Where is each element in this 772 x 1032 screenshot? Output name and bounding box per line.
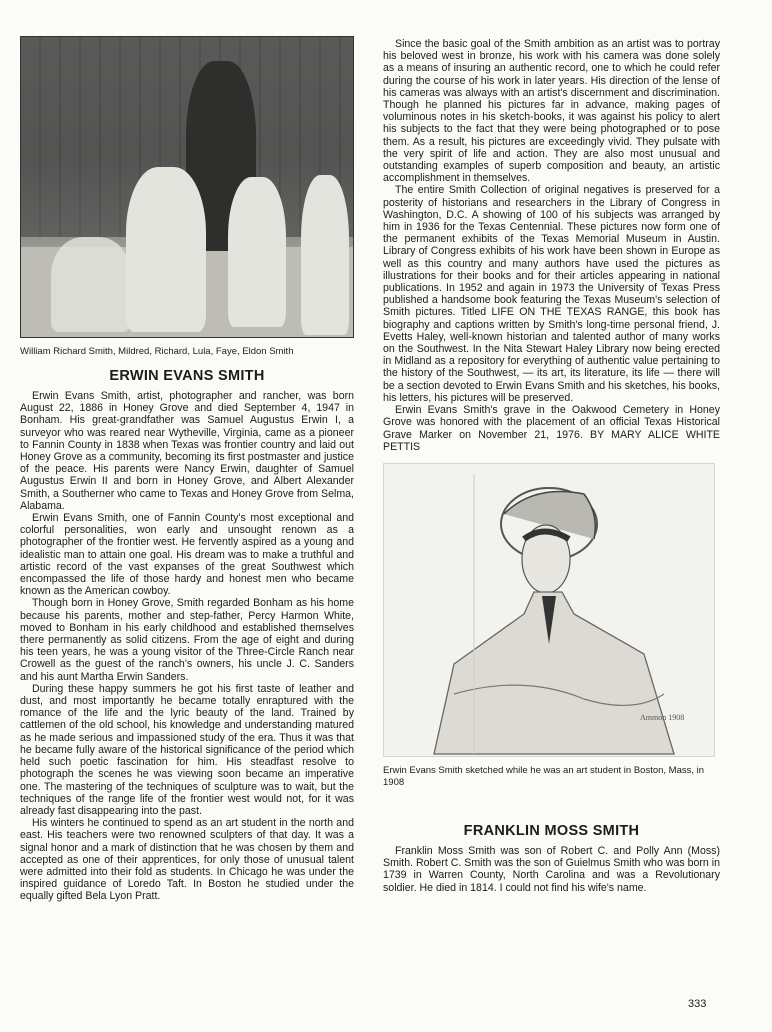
photo-figure-boy	[301, 175, 349, 335]
sketch-caption: Erwin Evans Smith sketched while he was an art student in Boston, Mass, in 1908	[383, 764, 705, 788]
photo-caption: William Richard Smith, Mildred, Richard, Lula, Faye, Eldon Smith	[20, 346, 294, 357]
page-number: 333	[688, 998, 707, 1010]
article-title-franklin: FRANKLIN MOSS SMITH	[463, 822, 640, 839]
photo-figure-woman	[126, 167, 206, 332]
photo-figure-baby-carriage	[51, 237, 131, 332]
paragraph: Since the basic goal of the Smith ambition as an artist was to portray his beloved west in bronze, his work with his camera was done solely as a means of insuring an authentic record, one to which he could refer during the course of his work in later years. His direction of the lense of his cameras was always with an artist's discernment and discrimination. Though he planned his pictures far in advance, making pages of voluminous notes in his sketch-books, it was against his policy to alert his subjects to the fact that they were being photographed or to pose them. As a result, his pictures are exceedingly vivid. They pulsate with the very spirit of life and action. They are also most unusual and outstanding examples of superb composition and beauty, an artistic accomplishment in themselves.	[383, 38, 720, 185]
paragraph: Erwin Evans Smith's grave in the Oakwood Cemetery in Honey Grove was honored with the placement of an official Texas Historical Grave Marker on November 21, 1976. BY MARY ALICE WHITE PETTIS	[383, 404, 720, 453]
paragraph: Though born in Honey Grove, Smith regarded Bonham as his home because his parents, mother and step-father, Percy Harmon White, moved to Bonham in his early childhood and established themselves there permanently as solid citizens. From the age of eight and during his teen years, he was a young visitor of the Three-Circle Ranch near Crowell as the guest of the ranch's owners, his uncle J. C. Sanders and his aunt Martha Erwin Sanders.	[20, 597, 354, 683]
paragraph: During these happy summers he got his first taste of leather and dust, and most importantly he became totally enraptured with the romance of the life and the lyric beauty of the land. Trained by cattlemen of the old school, his knowledge and understanding matured as he made serious and impassioned study of the era. Thus it was that he became fully aware of the historical significance of the period which held such poetic fascination for him. His steadfast resolve to photograph the scenes he was viewing soon became an imperative one. The mastering of the techniques of sculpture was to wait, but the techniques of the range life of the frontier west would not, for it was already fast disappearing into the past.	[20, 682, 354, 817]
paragraph: Erwin Evans Smith, one of Fannin County's most exceptional and colorful personalities, won early and unsought renown as a photographer of the frontier west. He fervently aspired as a young and idealistic man to attain one goal. His dream was to make a truthful and artistic record of the vast expanses of the great Southwest which encompassed the life of those hardy and honest men who became known as the American cowboy.	[20, 512, 354, 598]
photo-figure-girl	[228, 177, 286, 327]
article-title-erwin: ERWIN EVANS SMITH	[109, 368, 265, 384]
family-photo	[20, 36, 354, 338]
sketch-signature: Ammon 1908	[640, 712, 685, 722]
sketch-drawing	[384, 464, 714, 756]
paragraph: The entire Smith Collection of original negatives is preserved for a posterity of historians and researchers in the Library of Congress in Washington, D.C. A showing of 100 of his subjects was arranged by him in 1936 for the Texas Centennial. These pictures now form one of the permanent exhibits of the Texas Memorial Museum in Austin. Library of Congress exhibits of his work have been shown in Europe as well as this country and many authors have used the pictures as illustrations for their books and for their articles appearing in national publications. In 1952 and again in 1973 the University of Texas Press published a handsome book featuring the Texas Museum's selection of Smith pictures. Titled LIFE ON THE TEXAS RANGE, this book has biography and captions written by Smith's long-time personal friend, J. Evetts Haley, well-known historian and talented author of many works on the Southwest. In the Nita Stewart Haley Library now being erected in Midland as a repository for everything of authentic value pertaining to the history of the Southwest, — its art, its literature, its life — there will be a section devoted to Erwin Evans Smith and his sketches, his books, his letters, his pictures will be preserved.	[383, 184, 720, 404]
right-column	[383, 38, 720, 894]
paragraph: Franklin Moss Smith was son of Robert C. and Polly Ann (Moss) Smith. Robert C. Smith was the son of Guielmus Smith who was born in 1739 in Warren County, North Carolina and was a Revolutionary soldier. He died in 1814. I could not find his wife's name.	[383, 844, 720, 894]
left-column	[20, 36, 354, 903]
portrait-sketch	[383, 463, 715, 757]
paragraph: Erwin Evans Smith, artist, photographer and rancher, was born August 22, 1886 in Honey Grove and died September 4, 1947 in Bonham. His great-grandfather was Samuel Augustus Erwin I, a surveyor who was reared near Wytheville, Virginia, came as a pioneer to Fannin County in 1838 when Texas was frontier country and laid out Honey Grove as a community, becoming its first postmaster and justice of the peace. His parents were Nancy Erwin, daughter of Samuel Augustus Erwin II and born in Honey Grove, and Albert Alexander Smith, a Southerner who came to Texas and Honey Grove from Selma, Alabama.	[20, 390, 354, 512]
paragraph: His winters he continued to spend as an art student in the north and east. His teachers were two renowned sculpters of that day. It was a signal honor and a mark of distinction that he was chosen by them and accepted as one of their apprentices, for only those of unusual talent were admitted into their fold as students. In Chicago he was under the inspired guidance of Loredo Taft. In Boston he studied under the equally gifted Bela Lyon Pratt.	[20, 817, 354, 903]
